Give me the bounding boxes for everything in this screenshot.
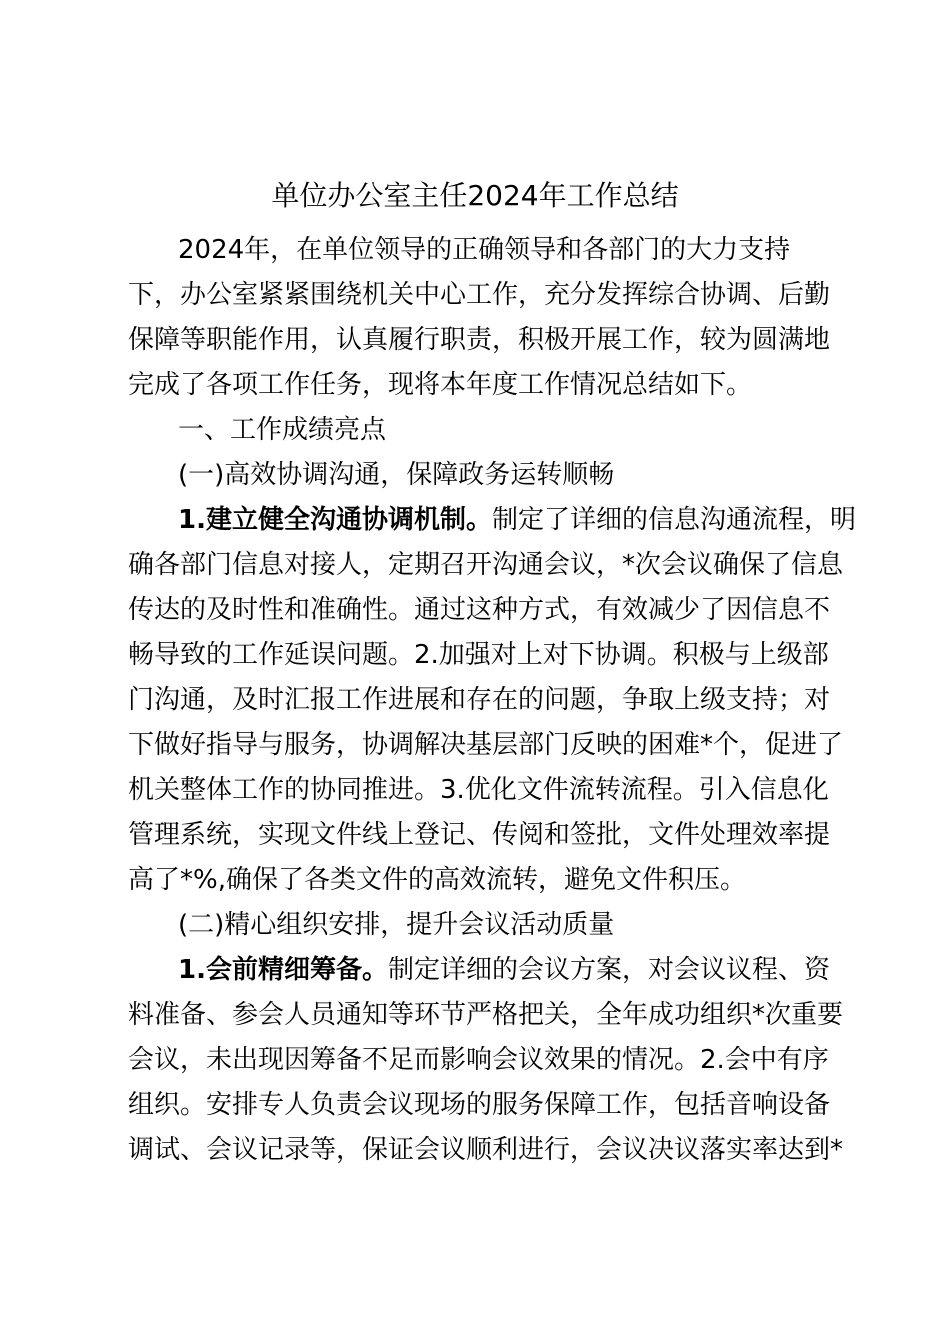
subsection-heading: (二)精心组织安排，提升会议活动质量 [178, 910, 615, 940]
body-line: 管理系统，实现文件线上登记、传阅和签批，文件处理效率提 [128, 820, 831, 850]
section-heading: 一、工作成绩亮点 [178, 415, 387, 445]
intro-line: 下，办公室紧紧围绕机关中心工作，充分发挥综合协调、后勤 [128, 280, 831, 310]
line-text: 制定详细的会议方案，对会议议程、资 [387, 955, 830, 985]
paragraph-first-line [178, 500, 856, 540]
line-text: 制定了详细的信息沟通流程，明 [491, 505, 856, 535]
subsection-heading: (一)高效协调沟通，保障政务运转顺畅 [178, 460, 615, 490]
document-title: 单位办公室主任2024年工作总结 [271, 179, 679, 212]
body-line: 确各部门信息对接人，定期召开沟通会议，*次会议确保了信息 [128, 550, 844, 580]
paragraph-first-line [178, 950, 830, 990]
body-line: 高了*%,确保了各类文件的高效流转，避免文件积压。 [128, 865, 746, 895]
body-line: 传达的及时性和准确性。通过这种方式，有效减少了因信息不 [128, 595, 831, 625]
body-line: 料准备、参会人员通知等环节严格把关，全年成功组织*次重要 [128, 1000, 844, 1030]
intro-line: 2024年，在单位领导的正确领导和各部门的大力支持 [178, 235, 791, 265]
body-line: 会议，未出现因筹备不足而影响会议效果的情况。2.会中有序 [128, 1045, 829, 1075]
intro-line: 完成了各项工作任务，现将本年度工作情况总结如下。 [128, 370, 753, 400]
bold-lead: 1.建立健全沟通协调机制。 [178, 505, 492, 535]
body-line: 下做好指导与服务，协调解决基层部门反映的困难*个，促进了 [128, 730, 844, 760]
body-line: 调试、会议记录等，保证会议顺利进行，会议决议落实率达到* [128, 1135, 844, 1165]
body-line: 门沟通，及时汇报工作进展和存在的问题，争取上级支持；对 [128, 685, 831, 715]
bold-lead: 1.会前精细筹备。 [178, 955, 388, 985]
intro-line: 保障等职能作用，认真履行职责，积极开展工作，较为圆满地 [128, 325, 831, 355]
body-line: 畅导致的工作延误问题。2.加强对上对下协调。积极与上级部 [128, 640, 829, 670]
body-line: 机关整体工作的协同推进。3.优化文件流转流程。引入信息化 [128, 775, 829, 805]
body-line: 组织。安排专人负责会议现场的服务保障工作，包括音响设备 [128, 1090, 831, 1120]
